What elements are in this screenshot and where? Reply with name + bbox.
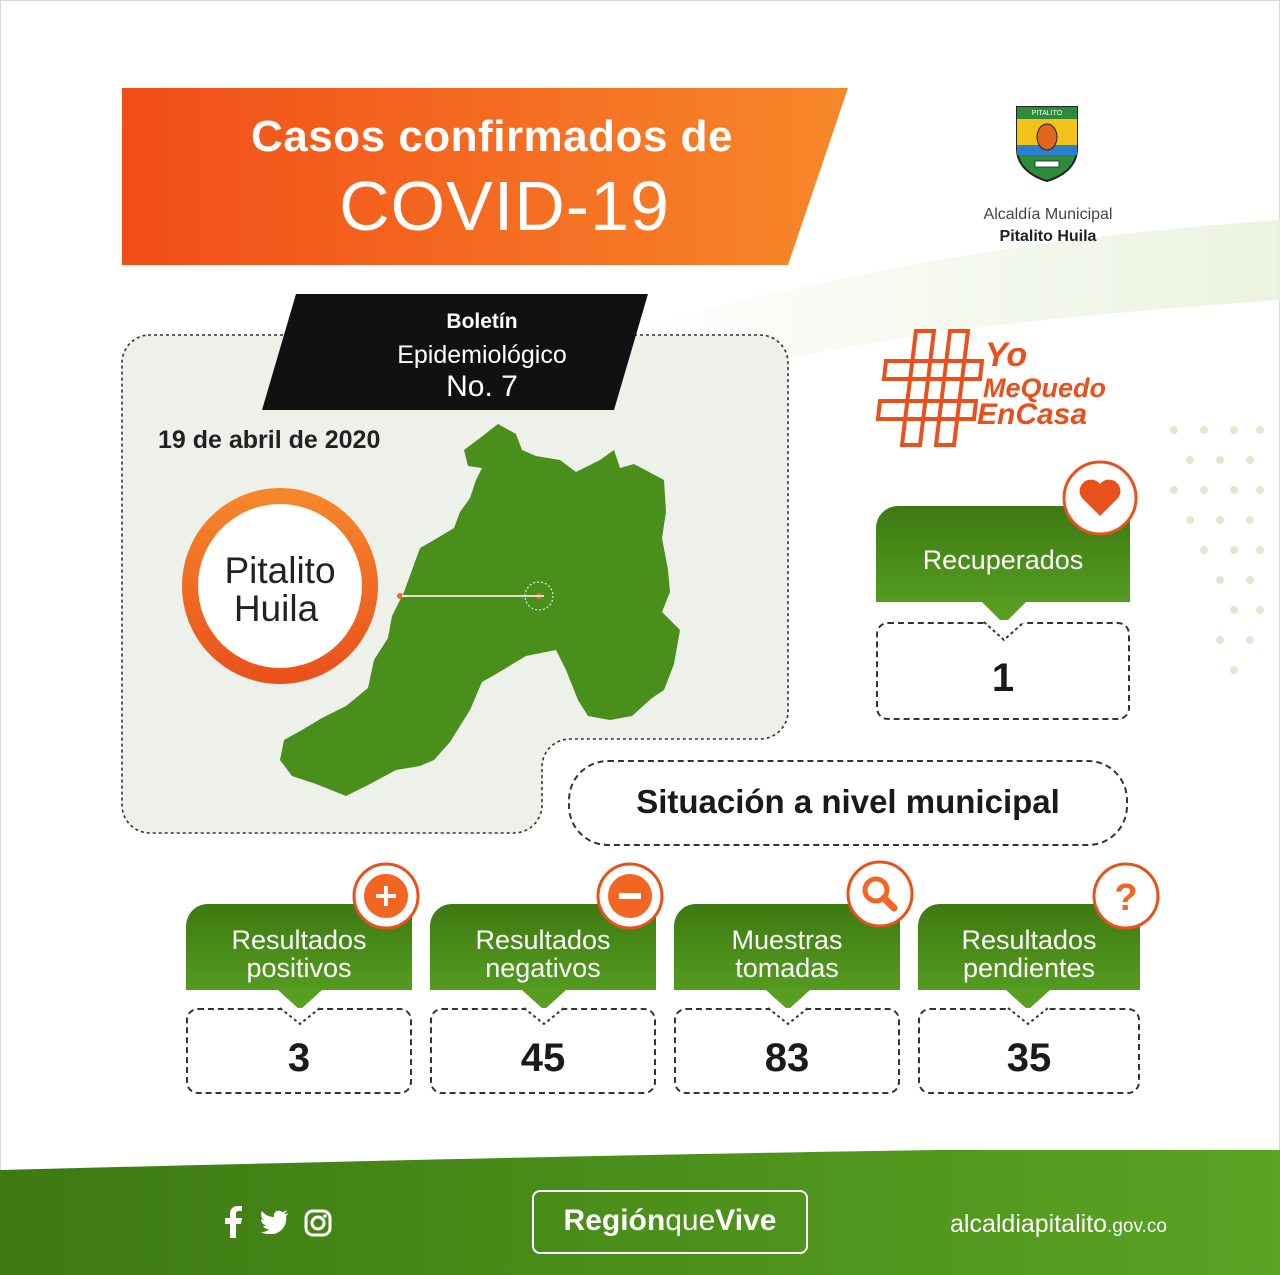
question-icon bbox=[1090, 860, 1162, 932]
logo-caption-1: Alcaldía Municipal bbox=[983, 206, 1113, 223]
bulletin-date: 19 de abril de 2020 bbox=[158, 426, 381, 454]
hashtag-line-1: Yo bbox=[985, 336, 1028, 374]
stat-value: 35 bbox=[1006, 1036, 1052, 1080]
stat-label-line1: Resultados bbox=[961, 925, 1097, 955]
notch bbox=[982, 620, 1026, 642]
section-title: Situación a nivel municipal bbox=[636, 783, 1060, 820]
connector-line bbox=[398, 594, 548, 600]
notch bbox=[278, 1006, 322, 1026]
notch bbox=[766, 1006, 810, 1026]
search-icon bbox=[844, 858, 916, 930]
stat-value: 45 bbox=[520, 1036, 566, 1080]
brand-slogan bbox=[532, 1204, 808, 1238]
instagram-icon[interactable] bbox=[304, 1209, 332, 1237]
twitter-icon[interactable] bbox=[261, 1210, 289, 1234]
stat-label-line1: Resultados bbox=[231, 925, 367, 955]
recovered-value: 1 bbox=[991, 656, 1015, 700]
title-line-1: Casos confirmados de bbox=[251, 112, 733, 161]
facebook-icon[interactable] bbox=[222, 1206, 244, 1238]
hashtag-line-3: EnCasa bbox=[977, 398, 1088, 431]
bulletin-subtitle: Epidemiológico bbox=[397, 341, 567, 369]
location-name: Pitalito bbox=[224, 550, 336, 591]
stat-label-line1: Resultados bbox=[475, 925, 611, 955]
plus-icon bbox=[350, 860, 422, 932]
stat-label-line2: positivos bbox=[246, 953, 352, 983]
brand-part-2: que bbox=[665, 1204, 716, 1237]
bulletin-title: Boletín bbox=[446, 310, 518, 333]
stat-label-line2: pendientes bbox=[962, 953, 1096, 983]
stat-label-line2: negativos bbox=[485, 953, 601, 983]
brand-part-3: Vive bbox=[715, 1204, 777, 1237]
stat-label-line1: Muestras bbox=[731, 925, 843, 955]
stat-value: 3 bbox=[287, 1036, 311, 1080]
location-region: Huila bbox=[233, 588, 319, 629]
recovered-label: Recuperados bbox=[922, 545, 1084, 575]
stat-value: 83 bbox=[764, 1036, 810, 1080]
heart-icon bbox=[1060, 458, 1140, 538]
notch bbox=[1006, 1006, 1050, 1026]
hashtag-line-2: MeQuedo bbox=[983, 373, 1107, 403]
notch bbox=[522, 1006, 566, 1026]
minus-icon bbox=[594, 860, 666, 932]
logo-caption-2: Pitalito Huila bbox=[999, 228, 1097, 245]
title-line-2: COVID-19 bbox=[339, 167, 670, 245]
bulletin-number: No. 7 bbox=[446, 370, 518, 403]
stat-label-line2: tomadas bbox=[735, 953, 839, 983]
municipal-shield-logo bbox=[1013, 103, 1081, 183]
brand-part-1: Región bbox=[563, 1204, 666, 1237]
website-suffix: .gov.co bbox=[1107, 1216, 1167, 1237]
website-domain: alcaldiapitalito bbox=[950, 1210, 1108, 1238]
svg-text:?: ? bbox=[1114, 877, 1138, 919]
shield-text: PITALITO bbox=[1031, 110, 1063, 117]
hashtag-icon bbox=[876, 329, 986, 449]
website-link[interactable] bbox=[950, 1210, 1167, 1239]
dot-pattern bbox=[1160, 420, 1270, 700]
